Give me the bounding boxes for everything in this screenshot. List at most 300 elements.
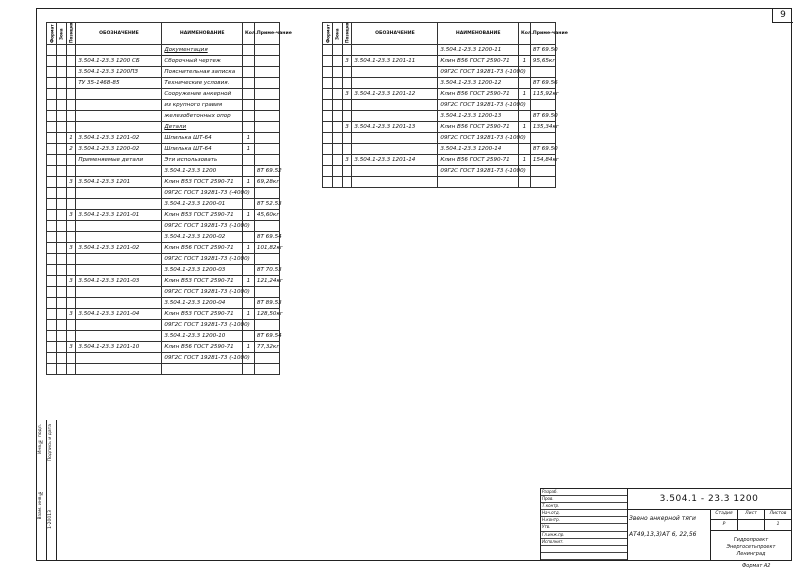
cell-note: 135,34кг [530, 122, 555, 133]
cell-fmt [47, 342, 57, 353]
cell-pos [342, 133, 352, 144]
cell-des: 3.504.1-23.3 1201-03 [76, 276, 162, 287]
cell-zone [56, 309, 66, 320]
table-row [323, 155, 556, 166]
cell-fmt [323, 166, 333, 177]
cell-pos [342, 177, 352, 188]
cell-note: 8Т 89.53 [254, 298, 279, 309]
cell-qty [242, 166, 254, 177]
cell-pos [66, 199, 76, 210]
cell-fmt [47, 78, 57, 89]
cell-zone [56, 177, 66, 188]
cell-zone [332, 100, 342, 111]
cell-name: Клин В56 ГОСТ 2590-71 [438, 89, 519, 100]
cell-des [76, 331, 162, 342]
cell-des [76, 320, 162, 331]
table-row [323, 56, 556, 67]
cell-fmt [47, 89, 57, 100]
cell-pos: 3 [66, 177, 76, 188]
header-zone: Зона [332, 23, 342, 45]
table-row [47, 254, 280, 265]
cell-des [352, 78, 438, 89]
cell-fmt [47, 67, 57, 78]
cell-des [76, 122, 162, 133]
table-row [47, 353, 280, 364]
signature-row [541, 553, 627, 560]
format-label: Формат А2 [742, 563, 771, 569]
sheets-label: Листов [769, 511, 787, 516]
stage-label: Стадия [711, 509, 738, 519]
cell-note [254, 221, 279, 232]
cell-note [254, 111, 279, 122]
cell-note: 154,84кг [530, 155, 555, 166]
cell-des: ТУ 35-1468-85 [76, 78, 162, 89]
cell-fmt [47, 144, 57, 155]
cell-des: Применяемые детали [76, 155, 162, 166]
header-note: Приме-чание [530, 23, 555, 45]
header-designation: ОБОЗНАЧЕНИЕ [76, 23, 162, 45]
cell-fmt [47, 364, 57, 375]
cell-fmt [323, 67, 333, 78]
cell-pos [66, 111, 76, 122]
cell-note [254, 144, 279, 155]
cell-zone [332, 67, 342, 78]
cell-fmt [323, 133, 333, 144]
cell-des [76, 353, 162, 364]
table-row [47, 320, 280, 331]
cell-des: 3.504.1-23.3 1200ПЗ [76, 67, 162, 78]
signature-row: Гл.инж.пр. [541, 532, 627, 539]
cell-pos: 3 [342, 155, 352, 166]
cell-qty [242, 199, 254, 210]
cell-des: 3.504.1-23.3 1201-01 [76, 210, 162, 221]
cell-fmt [47, 320, 57, 331]
document-title [627, 509, 711, 560]
cell-zone [332, 166, 342, 177]
header-note: Приме-чание [254, 23, 279, 45]
table-row [47, 166, 280, 177]
cell-des: 3.504.1-23.3 1201-12 [352, 89, 438, 100]
cell-zone [56, 133, 66, 144]
cell-fmt [47, 221, 57, 232]
table-row [323, 177, 556, 188]
cell-name: 3.504.1-23.3 1200-04 [162, 298, 243, 309]
cell-pos: 3 [342, 122, 352, 133]
cell-des [76, 100, 162, 111]
cell-note: 8Т 69.54 [254, 331, 279, 342]
cell-qty: 1 [518, 122, 530, 133]
cell-note [254, 78, 279, 89]
table-row [47, 243, 280, 254]
cell-pos [66, 254, 76, 265]
cell-note [530, 133, 555, 144]
cell-pos [66, 78, 76, 89]
cell-name: Технические условия. [162, 78, 243, 89]
cell-zone [332, 78, 342, 89]
cell-note: 77,32кг [254, 342, 279, 353]
cell-des [76, 254, 162, 265]
cell-name: 3.504.1-23.3 1200 [162, 166, 243, 177]
cell-des [352, 111, 438, 122]
table-row [47, 276, 280, 287]
cell-des: 3.504.1-23.3 1200 СБ [76, 56, 162, 67]
cell-name: 09Г2С ГОСТ 19281-73 (-1000) [438, 67, 519, 78]
cell-des: 3.504.1-23.3 1201-02 [76, 243, 162, 254]
cell-qty [242, 331, 254, 342]
signature-row [541, 546, 627, 553]
cell-fmt [47, 177, 57, 188]
cell-pos [66, 56, 76, 67]
cell-name: Клин В56 ГОСТ 2590-71 [438, 56, 519, 67]
cell-qty: 1 [518, 155, 530, 166]
table-row [323, 67, 556, 78]
table-row [47, 45, 280, 56]
cell-note: 101,82кг [254, 243, 279, 254]
cell-zone [56, 56, 66, 67]
cell-pos [66, 287, 76, 298]
title-block [540, 488, 792, 561]
cell-zone [56, 78, 66, 89]
cell-note [254, 100, 279, 111]
title-line-2: АТ49,13,3)АТ 6, 22,56 [629, 531, 697, 538]
table-row [47, 364, 280, 375]
cell-pos [66, 166, 76, 177]
cell-zone [56, 298, 66, 309]
cell-pos [66, 353, 76, 364]
cell-name: Клин В53 ГОСТ 2590-71 [162, 177, 243, 188]
cell-des [76, 166, 162, 177]
sheets-value: 1 [776, 522, 780, 527]
cell-des [352, 133, 438, 144]
cell-qty [242, 100, 254, 111]
table-row [323, 100, 556, 111]
cell-note: 8Т 52.53 [254, 199, 279, 210]
cell-pos: 3 [342, 56, 352, 67]
sheet-value [738, 520, 765, 530]
table-row [47, 210, 280, 221]
cell-qty [242, 232, 254, 243]
table-row [47, 309, 280, 320]
cell-pos [66, 331, 76, 342]
cell-des [76, 298, 162, 309]
cell-des [76, 188, 162, 199]
cell-pos [66, 89, 76, 100]
cell-zone [56, 199, 66, 210]
cell-pos: 3 [66, 276, 76, 287]
cell-zone [56, 353, 66, 364]
cell-zone [56, 331, 66, 342]
cell-fmt [323, 144, 333, 155]
cell-fmt [47, 287, 57, 298]
cell-des [76, 364, 162, 375]
table-row [323, 111, 556, 122]
cell-name: 09Г2С ГОСТ 19281-73 (-1000) [162, 287, 243, 298]
side-label: Взам. инв.№ [38, 490, 43, 520]
cell-name: 3.504.1-23.3 1200-12 [438, 78, 519, 89]
cell-note: 69,28кг [254, 177, 279, 188]
cell-pos: 1 [66, 133, 76, 144]
cell-des [352, 177, 438, 188]
table-row [47, 144, 280, 155]
cell-zone [332, 45, 342, 56]
cell-name: 09Г2С ГОСТ 19281-73 (-1000) [162, 353, 243, 364]
cell-name: 09Г2С ГОСТ 19281-73 (-1000) [162, 221, 243, 232]
table-row [47, 155, 280, 166]
cell-qty [518, 177, 530, 188]
cell-pos: 3 [66, 309, 76, 320]
cell-qty: 1 [242, 144, 254, 155]
cell-name: из крупного гравия [162, 100, 243, 111]
table-row [323, 166, 556, 177]
table-row [323, 45, 556, 56]
cell-fmt [323, 111, 333, 122]
cell-pos [66, 232, 76, 243]
cell-qty: 1 [242, 133, 254, 144]
cell-name: 09Г2С ГОСТ 19281-73 (-1000) [438, 166, 519, 177]
header-qty: Кол. [518, 23, 530, 45]
side-stamp-strip [36, 420, 57, 561]
cell-des [76, 199, 162, 210]
cell-qty [242, 78, 254, 89]
cell-qty: 1 [518, 56, 530, 67]
cell-zone [56, 144, 66, 155]
cell-fmt [47, 243, 57, 254]
cell-fmt [47, 166, 57, 177]
cell-zone [56, 276, 66, 287]
cell-qty: 1 [242, 177, 254, 188]
cell-des: 3.504.1-23.3 1201-10 [76, 342, 162, 353]
cell-des [76, 232, 162, 243]
cell-des: 3.504.1-23.3 1201-04 [76, 309, 162, 320]
cell-des [76, 45, 162, 56]
cell-des [76, 111, 162, 122]
cell-fmt [47, 232, 57, 243]
signature-grid [541, 489, 628, 560]
cell-zone [56, 155, 66, 166]
cell-name: 3.504.1-23.3 1200-03 [162, 265, 243, 276]
header-designation: ОБОЗНАЧЕНИЕ [352, 23, 438, 45]
cell-qty [518, 111, 530, 122]
cell-name: Клин В56 ГОСТ 2590-71 [162, 243, 243, 254]
cell-note: 128,50кг [254, 309, 279, 320]
cell-zone [56, 188, 66, 199]
table-row [47, 331, 280, 342]
cell-pos [342, 144, 352, 155]
cell-zone [56, 254, 66, 265]
cell-name: Сборочный чертеж [162, 56, 243, 67]
cell-fmt [47, 254, 57, 265]
cell-note [254, 254, 279, 265]
cell-qty [242, 364, 254, 375]
table-row [47, 298, 280, 309]
cell-zone [332, 144, 342, 155]
cell-name: 09Г2С ГОСТ 19281-73 (-1000) [162, 320, 243, 331]
cell-pos [66, 221, 76, 232]
cell-fmt [47, 210, 57, 221]
cell-name: 09Г2С ГОСТ 19281-73 (-1000) [162, 254, 243, 265]
cell-note [530, 67, 555, 78]
cell-note [530, 177, 555, 188]
cell-fmt [47, 309, 57, 320]
cell-note [254, 45, 279, 56]
cell-name: 3.504.1-23.3 1200-10 [162, 331, 243, 342]
cell-pos [66, 320, 76, 331]
signature-row: Т.контр. [541, 503, 627, 510]
cell-note [254, 155, 279, 166]
cell-fmt [47, 100, 57, 111]
cell-fmt [47, 56, 57, 67]
cell-name: 3.504.1-23.3 1200-01 [162, 199, 243, 210]
table-row [47, 265, 280, 276]
side-label: Подпись и дата [48, 424, 53, 462]
cell-note: 8Т 69.50 [530, 144, 555, 155]
cell-name: Клин В53 ГОСТ 2590-71 [162, 210, 243, 221]
cell-pos: 3 [342, 89, 352, 100]
cell-pos [66, 122, 76, 133]
cell-zone [332, 155, 342, 166]
cell-des: 3.504.1-23.3 1201-02 [76, 133, 162, 144]
cell-fmt [323, 45, 333, 56]
cell-note [254, 56, 279, 67]
cell-des: 3.504.1-23.3 1201-13 [352, 122, 438, 133]
cell-pos: 2 [66, 144, 76, 155]
cell-zone [56, 287, 66, 298]
cell-note: 95,65кг [530, 56, 555, 67]
table-row [47, 232, 280, 243]
title-line-1: Звено анкерной тяги [629, 515, 696, 522]
cell-note [530, 100, 555, 111]
cell-zone [56, 265, 66, 276]
cell-note [530, 166, 555, 177]
signature-row: Нач.отд. [541, 510, 627, 517]
cell-name: Клин В53 ГОСТ 2590-71 [162, 309, 243, 320]
cell-fmt [323, 122, 333, 133]
table-row [47, 78, 280, 89]
cell-qty [518, 78, 530, 89]
cell-qty: 1 [242, 309, 254, 320]
cell-fmt [47, 45, 57, 56]
cell-name: Пояснительная записка [162, 67, 243, 78]
cell-note: 115,92кг [530, 89, 555, 100]
cell-pos [342, 67, 352, 78]
cell-name: Клин В53 ГОСТ 2590-71 [162, 276, 243, 287]
cell-fmt [47, 353, 57, 364]
cell-fmt [323, 89, 333, 100]
cell-pos: 3 [66, 210, 76, 221]
cell-qty [242, 56, 254, 67]
cell-note: 45,60кг [254, 210, 279, 221]
cell-fmt [323, 155, 333, 166]
cell-name: Эти использовать [162, 155, 243, 166]
table-row [47, 100, 280, 111]
organization-block [711, 509, 791, 560]
side-label: 1-20013 [48, 510, 53, 529]
cell-note [254, 287, 279, 298]
cell-qty [518, 144, 530, 155]
org-line: Энергосетьпроект [726, 544, 776, 550]
cell-name: Документация [162, 45, 243, 56]
cell-fmt [47, 298, 57, 309]
cell-fmt [323, 177, 333, 188]
cell-fmt [323, 100, 333, 111]
cell-pos [66, 155, 76, 166]
cell-zone [56, 100, 66, 111]
table-row [47, 67, 280, 78]
cell-qty: 1 [242, 210, 254, 221]
cell-name: 09Г2С ГОСТ 19281-73 (-1000) [438, 100, 519, 111]
cell-fmt [47, 276, 57, 287]
cell-zone [56, 89, 66, 100]
cell-fmt [323, 56, 333, 67]
cell-pos [342, 45, 352, 56]
cell-fmt [47, 155, 57, 166]
cell-fmt [47, 265, 57, 276]
cell-fmt [47, 188, 57, 199]
cell-name: Шпилька ШТ-64 [162, 144, 243, 155]
cell-name: Детали [162, 122, 243, 133]
table-row [47, 122, 280, 133]
signature-row: Н.контр. [541, 517, 627, 524]
cell-qty [242, 155, 254, 166]
cell-pos [66, 45, 76, 56]
cell-name: Клин В56 ГОСТ 2590-71 [438, 155, 519, 166]
cell-note: 8Т 69.52 [254, 166, 279, 177]
sheet-label: Лист [738, 509, 765, 519]
cell-note [254, 67, 279, 78]
header-format: Формат [323, 23, 333, 45]
cell-note: 8Т 69.56 [530, 78, 555, 89]
cell-pos [66, 298, 76, 309]
cell-note: 8Т 69.50 [530, 45, 555, 56]
cell-fmt [47, 331, 57, 342]
cell-zone [56, 67, 66, 78]
cell-pos [342, 100, 352, 111]
cell-note [254, 188, 279, 199]
header-qty: Кол. [242, 23, 254, 45]
cell-zone [56, 45, 66, 56]
cell-fmt [47, 111, 57, 122]
cell-qty [242, 122, 254, 133]
stage-header [711, 509, 791, 520]
cell-des: 3.504.1-23.3 1201-14 [352, 155, 438, 166]
cell-des: 3.504.1-23.3 1201-11 [352, 56, 438, 67]
cell-zone [332, 56, 342, 67]
header-name: НАИМЕНОВАНИЕ [438, 23, 519, 45]
cell-zone [332, 89, 342, 100]
cell-note: 8Т 69.50 [530, 111, 555, 122]
table-row [323, 144, 556, 155]
cell-qty [518, 45, 530, 56]
cell-zone [56, 320, 66, 331]
table-row [323, 122, 556, 133]
cell-qty [242, 111, 254, 122]
cell-name: железобетонных опор [162, 111, 243, 122]
signature-row: Разраб. [541, 489, 627, 496]
table-row [323, 78, 556, 89]
cell-fmt [47, 133, 57, 144]
cell-pos [342, 78, 352, 89]
cell-name: 3.504.1-23.3 1200-13 [438, 111, 519, 122]
cell-des: 3.504.1-23.3 1200-02 [76, 144, 162, 155]
cell-des [76, 287, 162, 298]
header-pos: Позиция [342, 23, 352, 45]
cell-des [352, 45, 438, 56]
cell-qty: 1 [242, 243, 254, 254]
cell-zone [56, 221, 66, 232]
table-row [47, 221, 280, 232]
cell-qty [242, 67, 254, 78]
table-row [47, 199, 280, 210]
